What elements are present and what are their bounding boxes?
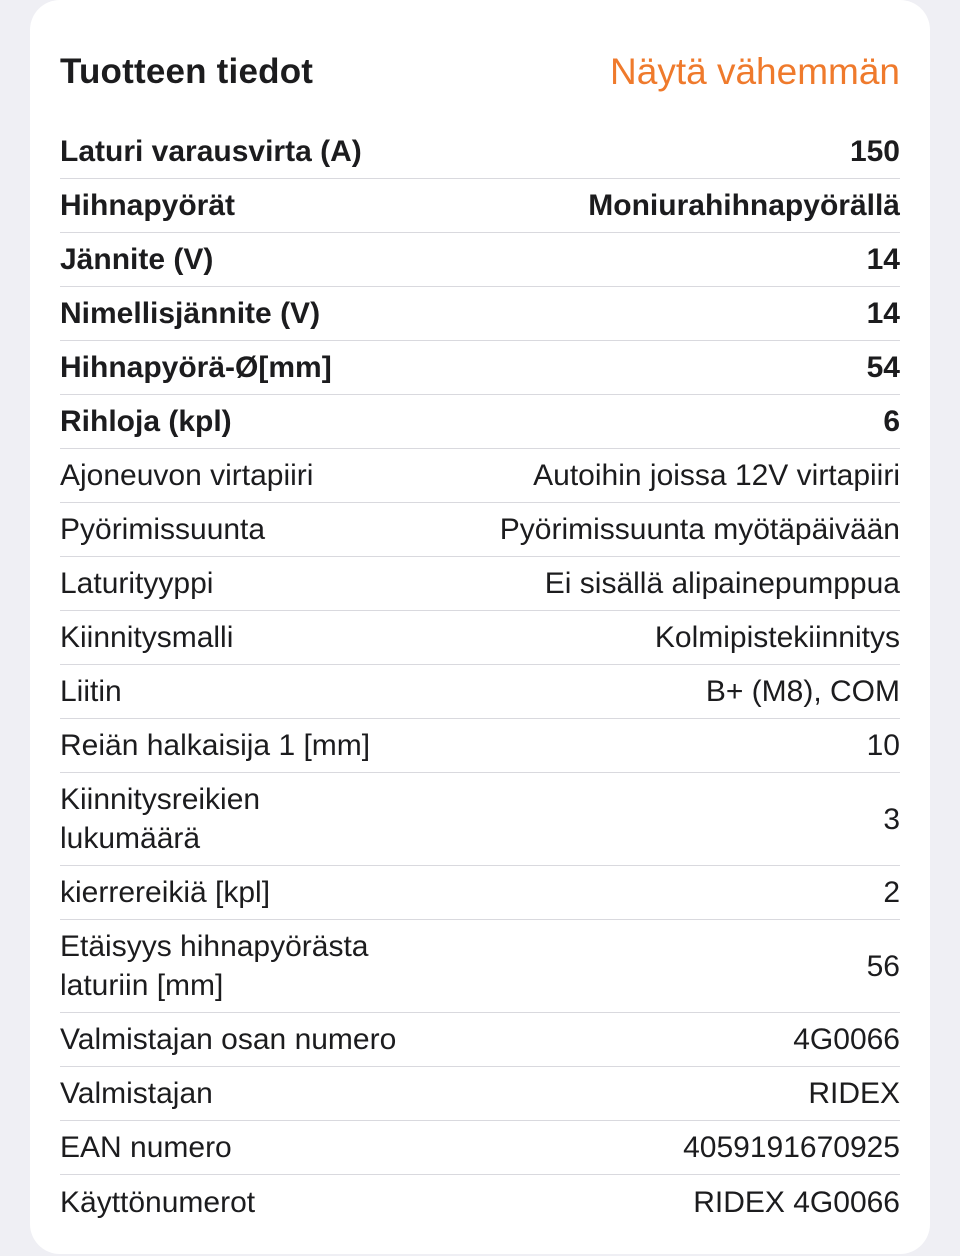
spec-label: EAN numero <box>60 1131 232 1164</box>
product-details-card <box>30 0 930 1254</box>
spec-list <box>60 125 900 1229</box>
spec-row <box>60 179 900 233</box>
spec-value: RIDEX 4G0066 <box>693 1185 900 1219</box>
spec-value: 2 <box>883 876 900 909</box>
spec-value: Kolmipistekiinnitys <box>654 621 900 654</box>
spec-value: 4G0066 <box>793 1023 900 1056</box>
spec-row <box>60 866 900 920</box>
spec-value: RIDEX <box>808 1077 900 1110</box>
spec-row <box>60 287 900 341</box>
spec-value: 14 <box>866 243 900 276</box>
spec-row <box>60 1067 900 1121</box>
spec-row <box>60 341 900 395</box>
spec-label: Hihnapyörät <box>60 189 236 222</box>
spec-label: Kiinnitysreikien lukumäärä <box>60 783 261 855</box>
spec-label: Rihloja (kpl) <box>60 405 232 438</box>
card-header <box>60 37 900 107</box>
spec-label: Käyttönumerot <box>60 1185 256 1219</box>
spec-row <box>60 395 900 449</box>
spec-row <box>60 773 900 866</box>
spec-value: 4059191670925 <box>683 1131 900 1164</box>
spec-row <box>60 920 900 1013</box>
spec-row <box>60 1121 900 1175</box>
spec-row <box>60 1175 900 1229</box>
spec-value: 10 <box>866 729 900 762</box>
spec-value: 14 <box>866 297 900 330</box>
spec-row <box>60 665 900 719</box>
spec-label: Hihnapyörä-Ø[mm] <box>60 351 332 384</box>
spec-label: Valmistajan <box>60 1077 213 1110</box>
spec-value: 54 <box>866 351 900 384</box>
spec-value: Autoihin joissa 12V virtapiiri <box>533 459 900 492</box>
spec-value: Ei sisällä alipainepumppua <box>544 567 900 600</box>
spec-label: Reiän halkaisija 1 [mm] <box>60 729 371 762</box>
spec-row <box>60 611 900 665</box>
spec-label: Liitin <box>60 675 122 708</box>
spec-label: Etäisyys hihnapyörästa laturiin [mm] <box>60 930 369 1002</box>
spec-row <box>60 1013 900 1067</box>
spec-row <box>60 125 900 179</box>
spec-value: Moniurahihnapyörällä <box>588 189 900 222</box>
spec-value: 56 <box>866 949 900 983</box>
spec-value: 150 <box>849 135 900 168</box>
spec-row <box>60 719 900 773</box>
spec-label: Valmistajan osan numero <box>60 1023 397 1056</box>
spec-label: kierrereikiä [kpl] <box>60 876 271 909</box>
spec-value: 6 <box>883 405 900 438</box>
spec-value: 3 <box>883 802 900 836</box>
show-less-link[interactable]: Näytä vähemmän <box>610 51 900 92</box>
spec-label: Laturityyppi <box>60 567 214 600</box>
card-title: Tuotteen tiedot <box>60 52 314 91</box>
spec-value: Pyörimissuunta myötäpäivään <box>499 513 900 546</box>
spec-label: Nimellisjännite (V) <box>60 297 321 330</box>
spec-label: Jännite (V) <box>60 243 214 276</box>
spec-label: Pyörimissuunta <box>60 513 266 546</box>
spec-row <box>60 503 900 557</box>
spec-row <box>60 233 900 287</box>
spec-label: Laturi varausvirta (A) <box>60 135 362 168</box>
spec-value: B+ (M8), COM <box>705 675 900 708</box>
spec-row <box>60 449 900 503</box>
spec-label: Kiinnitysmalli <box>60 621 234 654</box>
spec-row <box>60 557 900 611</box>
spec-label: Ajoneuvon virtapiiri <box>60 459 314 492</box>
